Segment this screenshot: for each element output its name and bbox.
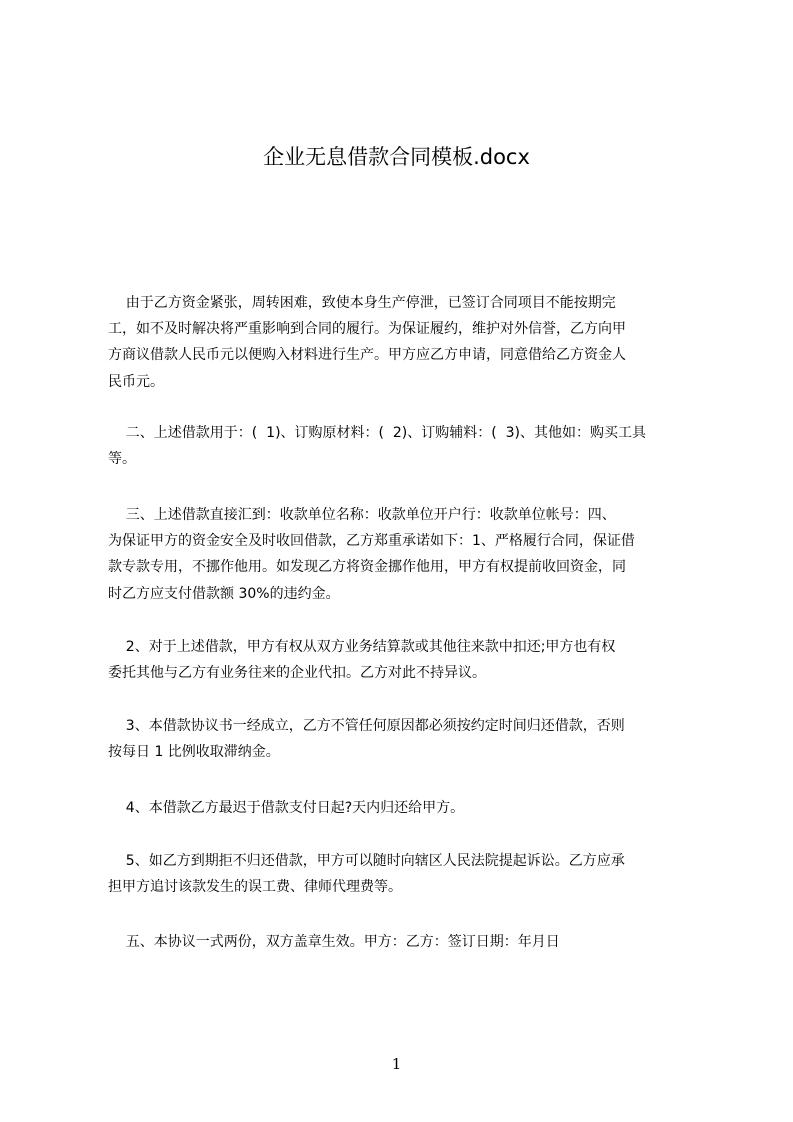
text-line: 三、上述借款直接汇到：收款单位名称：收款单位开户行：收款单位帐号：四、 xyxy=(108,507,616,523)
text-line: 工，如不及时解决将严重影响到合同的履行。为保证履约，维护对外信誉，乙方向甲 xyxy=(108,321,626,338)
text-line: 按每日 1 比例收取滞纳金。 xyxy=(108,744,280,761)
document-title: 企业无息借款合同模板.docx xyxy=(263,145,530,169)
text-line: 为保证甲方的资金安全及时收回借款，乙方郑重承诺如下：1、严格履行合同，保证借 xyxy=(108,533,635,550)
text-line: 委托其他与乙方有业务往来的企业代扣。乙方对此不持异议。 xyxy=(108,665,486,682)
text-line: 担甲方追讨该款发生的误工费、律师代理费等。 xyxy=(108,879,402,896)
text-line: 4、本借款乙方最迟于借款支付日起?天内归还给甲方。 xyxy=(108,800,465,816)
text-line: 等。 xyxy=(108,451,136,468)
text-line: 民币元。 xyxy=(108,373,164,390)
text-line: 时乙方应支付借款额 30%的违约金。 xyxy=(108,585,340,602)
paragraph-deduction xyxy=(108,634,708,686)
paragraph-litigation xyxy=(108,848,708,900)
text-line: 方商议借款人民币元以便购入材料进行生产。甲方应乙方申请，同意借给乙方资金人 xyxy=(108,347,626,364)
text-line: 五、本协议一式两份，双方盖章生效。甲方：乙方：签订日期：年月日 xyxy=(108,934,560,950)
paragraph-repayment-terms xyxy=(108,713,708,765)
text-line: 3、本借款协议书一经成立，乙方不管任何原因都必须按约定时间归还借款，否则 xyxy=(108,718,625,734)
text-line: 2、对于上述借款，甲方有权从双方业务结算款或其他往来款中扣还;甲方也有权 xyxy=(108,639,616,655)
text-line: 款专款专用，不挪作他用。如发现乙方将资金挪作他用，甲方有权提前收回资金，同 xyxy=(108,559,626,576)
text-line: 二、上述借款用于：( 1)、订购原材料：( 2)、订购辅料：( 3)、其他如：购买工具 xyxy=(108,425,646,441)
paragraph-signature-block xyxy=(108,929,708,955)
paragraph-remittance-commitment xyxy=(108,502,708,607)
paragraph-loan-reason xyxy=(108,290,708,395)
text-line: 5、如乙方到期拒不归还借款，甲方可以随时向辖区人民法院提起诉讼。乙方应承 xyxy=(108,853,625,869)
paragraph-loan-usage xyxy=(108,420,708,472)
paragraph-repayment-deadline xyxy=(108,795,708,821)
page-number: 1 xyxy=(391,1055,402,1073)
text-line: 由于乙方资金紧张，周转困难，致使本身生产停泄，已签订合同项目不能按期完 xyxy=(108,295,616,311)
